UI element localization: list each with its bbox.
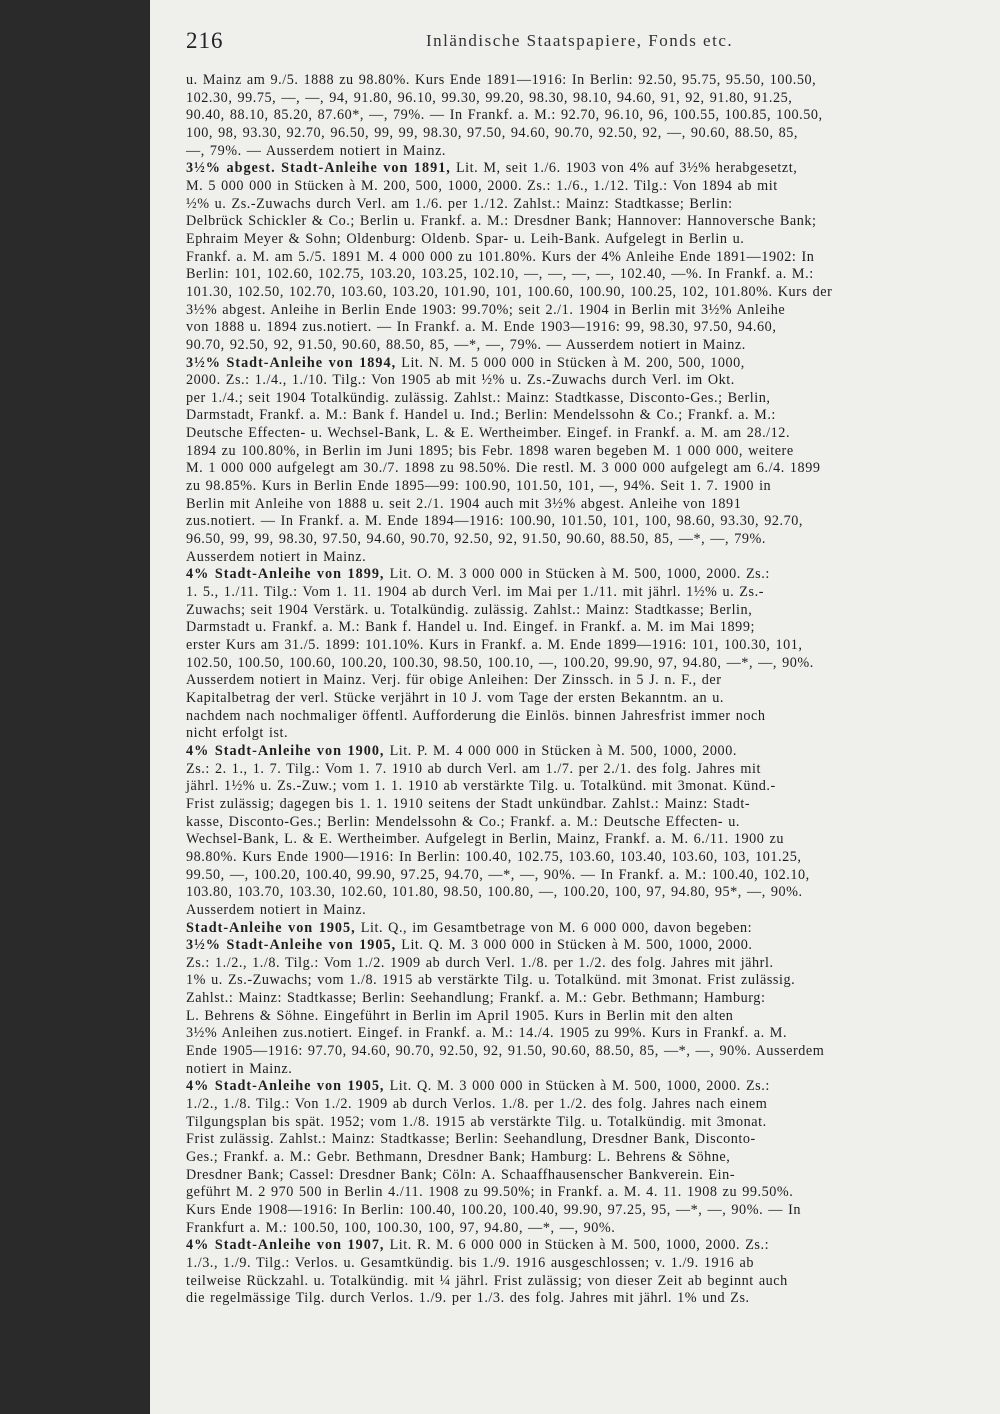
paragraph-2-text: Lit. M, seit 1./6. 1903 von 4% auf 3½% herabgesetzt, M. 5 000 000 in Stücken à M. 200, 500, 1000, 2000. Zs.: 1./6., 1./12. Tilg.: Von 1894 ab mit ½% u. Zs.-Zuwachs durch Verl. am 1./6. per 1./12. Zahlst.: Mainz: Stadtkasse; Berlin: Delbrück Schickler & Co.; Berlin u. Frankf. a. M.: Dresdner Bank; Hannover: Hannoversche Bank; Ephraim Meyer & Sohn; Oldenburg: Oldenb. Spar- u. Leih-Bank. Aufgelegt in Berlin u. Frankf. a. M. am 5./5. 1891 M. 4 000 000 zu 101.80%. Kurs der 4% Anleihe Ende 1891—1902: In Berlin: 101, 102.60, 102.75, 103.20, 103.25, 102.10, —, —, —, —, 102.40, —%. In Frankf. a. M.: 101.30, 102.50, 102.70, 103.60, 103.20, 101.90, 101, 100.60, 100.90, 100.25, 102, 101.80%. Kurs der 3½% abgest. Anleihe in Berlin Ende 1903: 99.70%; seit 2./1. 1904 in Berlin mit 3½% Anleihe von 1888 u. 1894 zus.notiert. — In Frankf. a. M. Ende 1903—1916: 99, 98.30, 97.50, 94.60, 90.70, 92.50, 92, 91.50, 90.60, 88.50, 85, —*, —, 79%. — Ausserdem notiert in Mainz. (186, 160, 833, 353)
section-heading-1905-4: 4% Stadt-Anleihe von 1905, (186, 1078, 385, 1095)
paragraph-9 (186, 1237, 986, 1308)
section-heading-1894: 3½% Stadt-Anleihe von 1894, (186, 354, 397, 371)
section-heading-1900: 4% Stadt-Anleihe von 1900, (186, 742, 385, 759)
paragraph-3-text: Lit. N. M. 5 000 000 in Stücken à M. 200, 500, 1000, 2000. Zs.: 1./4., 1./10. Tilg.: Von 1905 ab mit ½% u. Zs.-Zuwachs durch Verl. im Okt. per 1./4.; seit 1904 Totalkündig. zulässig. Zahlst.: Mainz: Stadtkasse, Disconto-Ges.; Berlin, Darmstadt, Frankf. a. M.: Bank f. Handel u. Ind.; Berlin: Mendelssohn & Co.; Frankf. a. M.: Deutsche Effecten- u. Wechsel-Bank, L. & E. Wertheimber. Eingef. in Frankf. a. M. am 28./12. 1894 zu 100.80%, in Berlin im Juni 1895; bis Febr. 1898 waren begeben M. 1 000 000, weitere M. 1 000 000 aufgelegt am 30./7. 1898 zu 98.50%. Die restl. M. 3 000 000 aufgelegt am 6./4. 1899 zu 98.85%. Kurs in Berlin Ende 1895—99: 100.90, 101.50, 101, —, 94%. Seit 1. 7. 1900 in Berlin mit Anleihe von 1888 u. seit 2./1. 1904 auch mit 3½% abgest. Anleihe von 1891 zus.notiert. — In Frankf. a. M. Ende 1894—1916: 100.90, 101.50, 101, 100, 98.60, 93.30, 92.70, 96.50, 99, 99, 98.30, 97.50, 94.60, 90.70, 92.50, 92, 91.50, 90.60, 88.50, 85, —*, —, 79%. Ausserdem notiert in Mainz. (186, 354, 821, 565)
paragraph-8 (186, 1078, 986, 1237)
section-heading-1899: 4% Stadt-Anleihe von 1899, (186, 566, 385, 583)
paragraph-6 (186, 920, 986, 938)
paragraph-3 (186, 355, 986, 567)
document-page (150, 0, 1000, 1414)
section-heading-1891: 3½% abgest. Stadt-Anleihe von 1891, (186, 160, 451, 177)
paragraph-1-text: u. Mainz am 9./5. 1888 zu 98.80%. Kurs Ende 1891—1916: In Berlin: 92.50, 95.75, 95.50, 100.50, 102.30, 99.75, —, —, 94, 91.80, 96.10, 99.30, 99.20, 98.30, 98.10, 94.60, 91, 92, 91.80, 91.25, 90.40, 88.10, 85.20, 87.60*, —, 79%. — In Frankf. a. M.: 92.70, 96.10, 96, 100.55, 100.85, 100.50, 100, 98, 93.30, 92.70, 96.50, 99, 99, 98.30, 97.50, 94.60, 90.70, 92.50, 92, —, 90.60, 88.50, 85, —, 79%. — Ausserdem notiert in Mainz. (186, 72, 823, 159)
page-body (186, 72, 986, 1308)
paragraph-5 (186, 743, 986, 920)
page-header (186, 26, 986, 60)
paragraph-4-text: Lit. O. M. 3 000 000 in Stücken à M. 500, 1000, 2000. Zs.: 1. 5., 1./11. Tilg.: Vom 1. 11. 1904 ab durch Verl. im Mai per 1./11. mit jährl. 1½% u. Zs.- Zuwachs; seit 1904 Verstärk. u. Totalkündig. zulässig. Zahlst.: Mainz: Stadtkasse; Berlin, Darmstadt u. Frankf. a. M.: Bank f. Handel u. Ind. Eingef. in Frankf. a. M. im Mai 1899; erster Kurs am 31./5. 1899: 101.10%. Kurs in Frankf. a. M. Ende 1899—1916: 101, 100.30, 101, 102.50, 100.50, 100.60, 100.20, 100.30, 98.50, 100.10, —, 100.20, 99.90, 97, 94.80, —*, —, 90%. Ausserdem notiert in Mainz. Verj. für obige Anleihen: Der Zinssch. in 5 J. n. F., der Kapitalbetrag der verl. Stücke verjährt in 10 J. vom Tage der ersten Bekanntm. an u. nachdem nach nochmaliger öffentl. Aufforderung die Einlös. binnen Jahresfrist immer noch nicht erfolgt ist. (186, 566, 814, 742)
section-heading-1905-3-5: 3½% Stadt-Anleihe von 1905, (186, 937, 397, 954)
paragraph-1 (186, 72, 986, 160)
paragraph-4 (186, 566, 986, 743)
running-title: Inländische Staatspapiere, Fonds etc. (426, 31, 734, 50)
paragraph-5-text: Lit. P. M. 4 000 000 in Stücken à M. 500, 1000, 2000. Zs.: 2. 1., 1. 7. Tilg.: Vom 1. 7. 1910 ab durch Verl. am 1./7. per 2./1. des folg. Jahres mit jährl. 1½% u. Zs.-Zuw.; vom 1. 1. 1910 ab verstärkte Tilg. u. Totalkünd. mit 3monat. Künd.- Frist zulässig; dagegen bis 1. 1. 1910 seitens der Stadt unkündbar. Zahlst.: Mainz: Stadt- kasse, Disconto-Ges.; Berlin: Mendelssohn & Co.; Frankf. a. M.: Deutsche Effecten- u. Wechsel-Bank, L. & E. Wertheimber. Aufgelegt in Berlin, Mainz, Frankf. a. M. 6./11. 1900 zu 98.80%. Kurs Ende 1900—1916: In Berlin: 100.40, 102.75, 103.60, 103.40, 103.60, 103, 101.25, 99.50, —, 100.20, 100.40, 99.90, 97.25, 94.70, —*, —, 90%. — In Frankf. a. M.: 100.40, 102.10, 103.80, 103.70, 103.30, 102.60, 101.80, 98.50, 100.80, —, 100.20, 100, 97, 94.80, 95*, —, 90%. Ausserdem notiert in Mainz. (186, 742, 810, 918)
paragraph-6-text: Lit. Q., im Gesamtbetrage von M. 6 000 000, davon begeben: (355, 919, 753, 936)
paragraph-7 (186, 937, 986, 1078)
paragraph-2 (186, 160, 986, 354)
page-number: 216 (186, 28, 224, 53)
section-heading-1907: 4% Stadt-Anleihe von 1907, (186, 1237, 385, 1254)
paragraph-7-text: Lit. Q. M. 3 000 000 in Stücken à M. 500, 1000, 2000. Zs.: 1./2., 1./8. Tilg.: Vom 1./2. 1909 ab durch Verl. 1./8. per 1./2. des folg. Jahres mit jährl. 1% u. Zs.-Zuwachs; vom 1./8. 1915 ab verstärkte Tilg. u. Totalkünd. mit 3monat. Frist zulässig. Zahlst.: Mainz: Stadtkasse; Berlin: Seehandlung; Frankf. a. M.: Gebr. Bethmann; Hamburg: L. Behrens & Söhne. Eingeführt in Berlin im April 1905. Kurs in Berlin mit den alten 3½% Anleihen zus.notiert. Eingef. in Frankf. a. M.: 14./4. 1905 zu 99%. Kurs in Frankf. a. M. Ende 1905—1916: 97.70, 94.60, 90.70, 92.50, 92, 91.50, 90.60, 88.50, 85, —*, —, 90%. Ausserdem notiert in Mainz. (186, 937, 825, 1077)
paragraph-9-text: Lit. R. M. 6 000 000 in Stücken à M. 500, 1000, 2000. Zs.: 1./3., 1./9. Tilg.: Verlos. u. Gesamtkündig. bis 1./9. 1916 ausgeschlossen; v. 1./9. 1916 ab teilweise Rückzahl. u. Totalkündig. mit ¼ jährl. Frist zulässig; von dieser Zeit ab beginnt auch die regelmässige Tilg. durch Verlos. 1./9. per 1./3. des folg. Jahres mit jährl. 1% und Zs. (186, 1237, 788, 1307)
section-heading-1905-total: Stadt-Anleihe von 1905, (186, 919, 356, 936)
paragraph-8-text: Lit. Q. M. 3 000 000 in Stücken à M. 500, 1000, 2000. Zs.: 1./2., 1./8. Tilg.: Von 1./2. 1909 ab durch Verlos. 1./8. per 1./2. des folg. Jahres nach einem Tilgungsplan bis spät. 1952; vom 1./8. 1915 ab verstärkte Tilg. u. Totalkündig. mit 3monat. Frist zulässig. Zahlst.: Mainz: Stadtkasse; Berlin: Seehandlung, Dresdner Bank, Disconto- Ges.; Frankf. a. M.: Gebr. Bethmann, Dresdner Bank; Hamburg: L. Behrens & Söhne, Dresdner Bank; Cassel: Dresdner Bank; Cöln: A. Schaaffhausenscher Bankverein. Ein- geführt M. 2 970 500 in Berlin 4./11. 1908 zu 99.50%; in Frankf. a. M. 4. 11. 1908 zu 99.50%. Kurs Ende 1908—1916: In Berlin: 100.40, 100.20, 100.40, 99.90, 97.25, 95, —*, —, 90%. — In Frankfurt a. M.: 100.50, 100, 100.30, 100, 97, 94.80, —*, —, 90%. (186, 1078, 802, 1236)
